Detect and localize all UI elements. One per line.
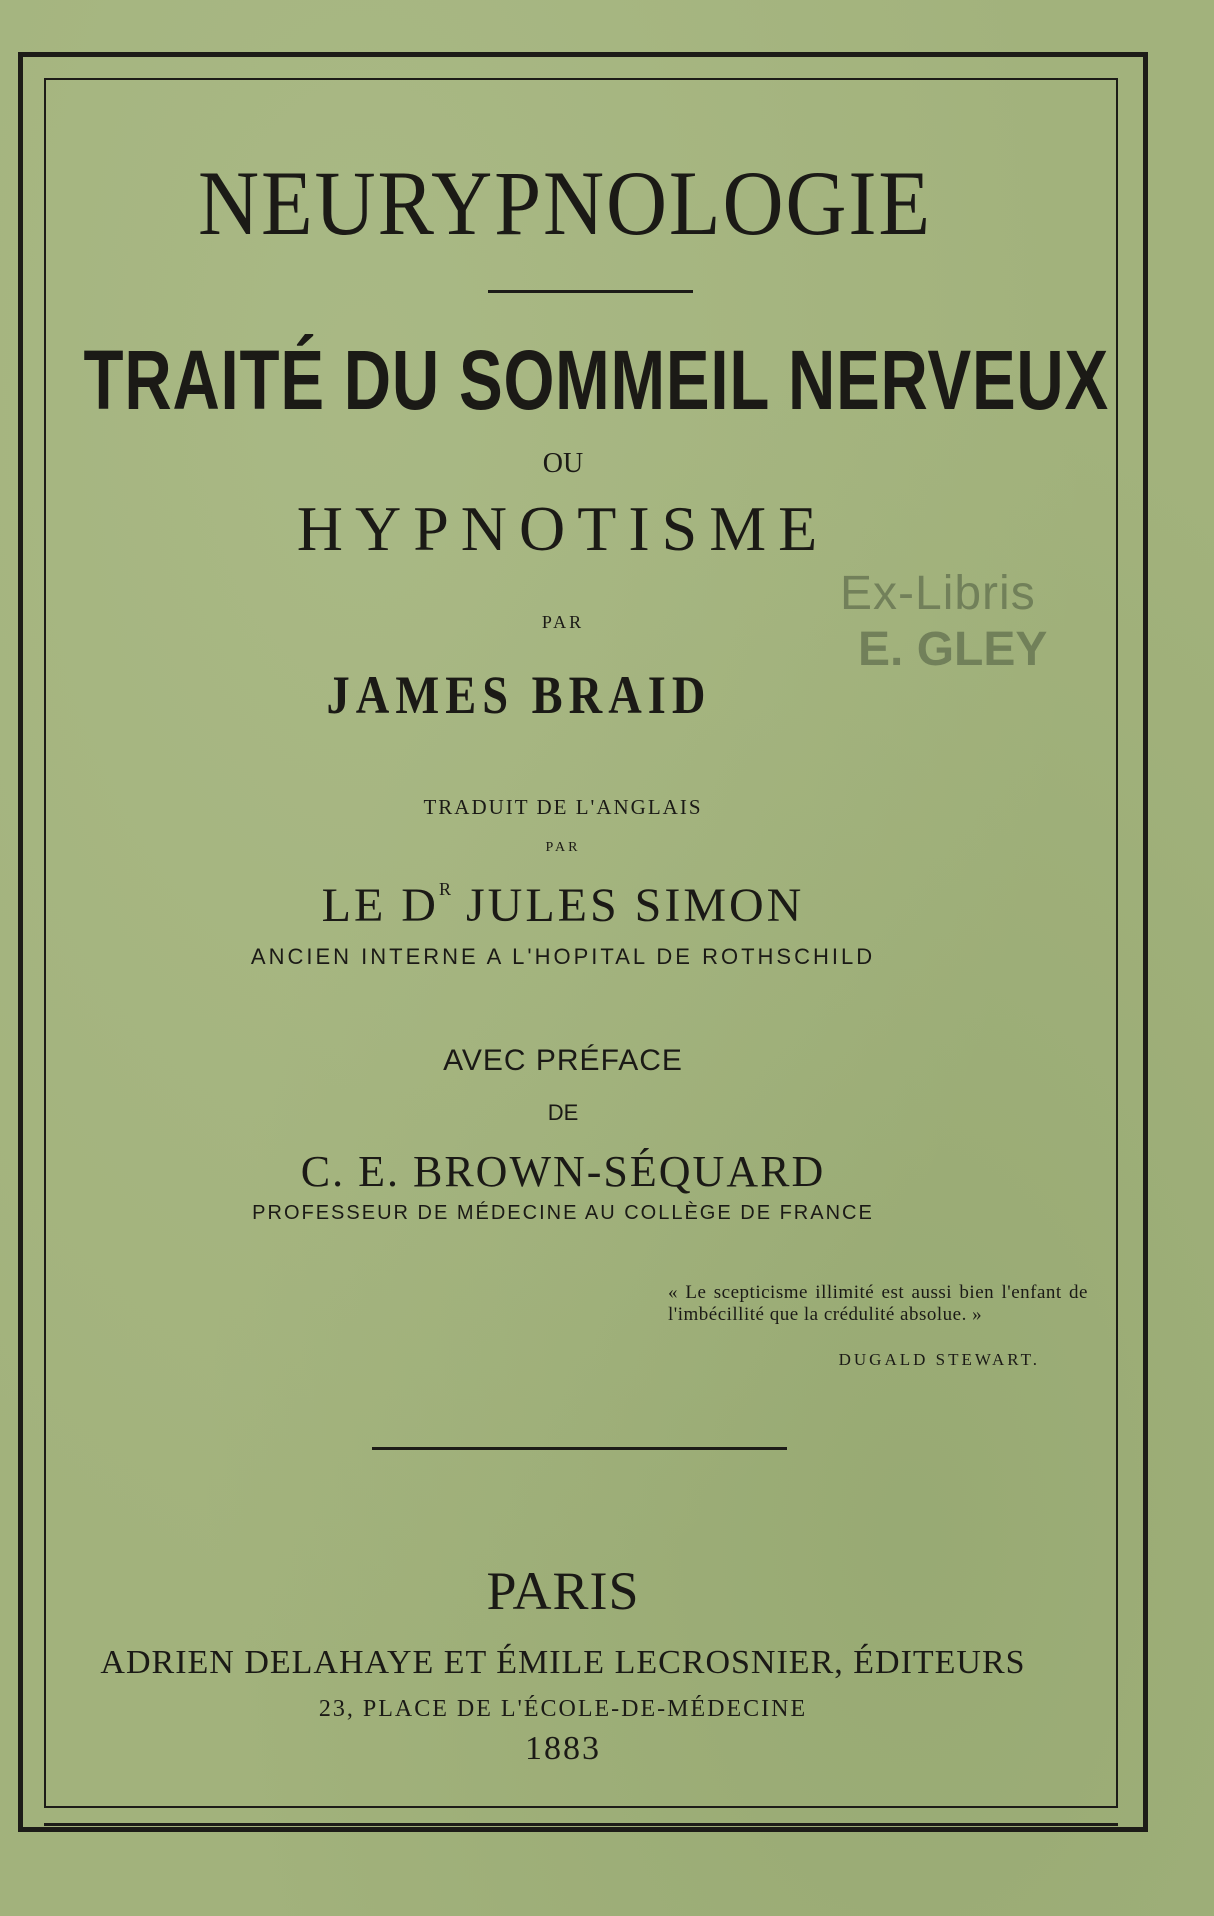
translator-name [0, 878, 1170, 933]
imprint-address: 23, PLACE DE L'ÉCOLE-DE-MÉDECINE [318, 1696, 808, 1722]
by-label: PAR [541, 612, 585, 632]
preface-author: C. E. BROWN-SÉQUARD [300, 1147, 826, 1196]
imprint-rule [372, 1447, 787, 1450]
epigraph-quote: « Le scepticisme illimité est aussi bien l'enfant de l'imbécillité que la crédulité absolue. » [668, 1282, 1088, 1325]
ex-libris-stamp [840, 567, 1048, 676]
preface-by-label: DE [547, 1100, 579, 1125]
preface-author-role: PROFESSEUR DE MÉDECINE AU COLLÈGE DE FRANCE [252, 1202, 874, 1224]
preface-label: AVEC PRÉFACE [443, 1044, 683, 1077]
stamp-line-1: Ex-Libris [840, 567, 1036, 620]
translator-prefix: LE D [321, 879, 439, 932]
imprint-city: PARIS [486, 1561, 640, 1621]
translator-role: ANCIEN INTERNE A L'HOPITAL DE ROTHSCHILD [250, 944, 876, 969]
translation-note: TRADUIT DE L'ANGLAIS [423, 795, 703, 819]
subtitle-conjunction: OU [542, 448, 584, 479]
title-rule [488, 290, 693, 293]
imprint-publisher: ADRIEN DELAHAYE ET ÉMILE LECROSNIER, ÉDITEURS [100, 1644, 1026, 1681]
author-name: JAMES BRAID [326, 665, 712, 725]
book-subtitle: TRAITÉ DU SOMMEIL NERVEUX [83, 333, 1110, 427]
stamp-line-2: E. GLEY [858, 623, 1048, 676]
epigraph-attribution: DUGALD STEWART. [838, 1350, 1040, 1369]
book-title: NEURYPNOLOGIE [198, 152, 932, 254]
translator-superscript: R [438, 879, 451, 899]
imprint-year: 1883 [525, 1730, 601, 1767]
translator-surname: JULES SIMON [450, 879, 805, 932]
translator-by-label: PAR [545, 840, 581, 855]
book-subtitle-alt: HYPNOTISME [296, 493, 830, 564]
